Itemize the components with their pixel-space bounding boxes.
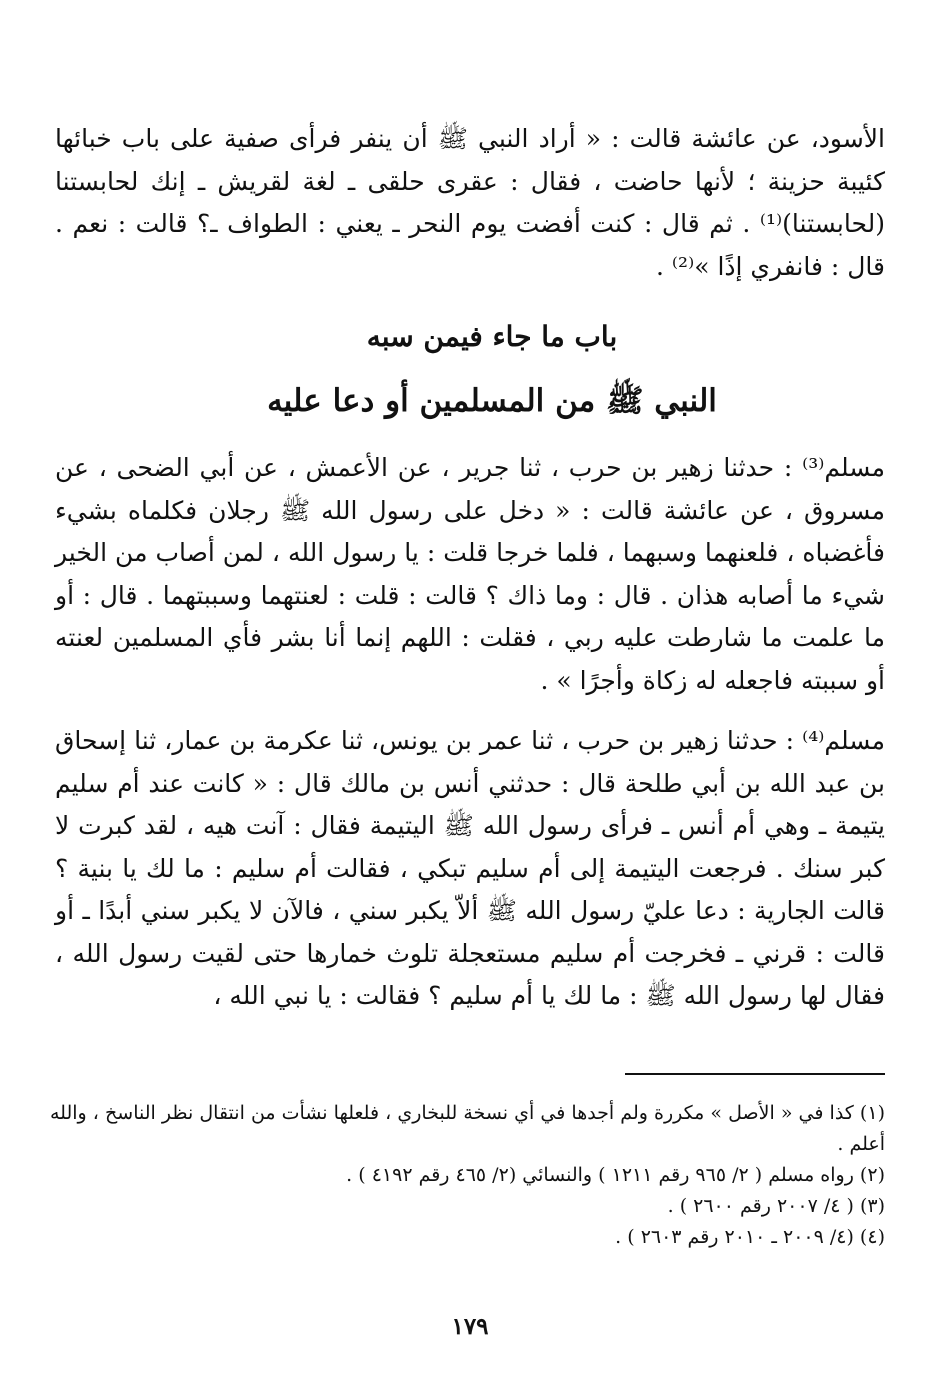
footnote-separator	[625, 1073, 885, 1075]
paragraph-hadith-muslim-two-men: مسلم⁽³⁾ : حدثنا زهير بن حرب ، ثنا جرير ، عن الأعمش ، عن أبي الضحى ، عن مسروق ، عن عائشة قالت : « دخل على رسول الله ﷺ رجلان فكلماه بشيء فأغضباه ، فلعنهما وسبهما ، فلما خرجا قلت : يا رسول الله ، لمن أصاب من الخير شيء ما أصابه هذان . قال : وما ذاك ؟ قالت : قلت : لعنتهما وسببتهما . قال : أو ما علمت ما شارطت عليه ربي ، فقلت : اللهم إنما أنا بشر فأي المسلمين لعنته أو سببته فاجعله له زكاة وأجرًا » .	[55, 453, 885, 695]
page-number: ١٧٩	[451, 1313, 489, 1340]
footnote-3: (٣) ( ٤/ ٢٠٠٧ رقم ٢٦٠٠ ) .	[667, 1195, 885, 1217]
footnote-2: (٢) رواه مسلم ( ٢/ ٩٦٥ رقم ١٢١١ ) والنسائي (٢/ ٤٦٥ رقم ٤١٩٢ ) .	[346, 1164, 885, 1186]
paragraph-hadith-aisha-safiyya: الأسود، عن عائشة قالت : « أراد النبي ﷺ أن ينفر فرأى صفية على باب خبائها كئيبة حزينة ؛ لأنها حاضت ، فقال : عقرى حلقى ـ لغة لقريش ـ إنك لحابستنا (لحابستنا)⁽¹⁾ . ثم قال : كنت أفضت يوم النحر ـ يعني : الطواف ـ؟ قالت : نعم . قال : فانفري إذًا »⁽²⁾ .	[55, 124, 885, 281]
paragraph-hadith-muslim-umm-sulaym: مسلم⁽⁴⁾ : حدثنا زهير بن حرب ، ثنا عمر بن يونس، ثنا عكرمة بن عمار، ثنا إسحاق بن عبد الله بن أبي طلحة قال : حدثني أنس بن مالك قال : « كانت عند أم سليم يتيمة ـ وهي أم أنس ـ فرأى رسول الله ﷺ اليتيمة فقال : آنت هيه ، لقد كبرت لا كبر سنك . فرجعت اليتيمة إلى أم سليم تبكي ، فقالت أم سليم : ما لك يا بنية ؟ قالت الجارية : دعا عليّ رسول الله ﷺ ألاّ يكبر سني ، فالآن لا يكبر سني أبدًا ـ أو قالت : قرني ـ فخرجت أم سليم مستعجلة تلوث خمارها حتى لقيت رسول الله ، فقال لها رسول الله ﷺ : ما لك يا أم سليم ؟ فقالت : يا نبي الله ،	[55, 726, 885, 1010]
chapter-heading-line-1: باب ما جاء فيمن سبه	[366, 320, 618, 353]
footnote-4: (٤) (٤/ ٢٠٠٩ ـ ٢٠١٠ رقم ٢٦٠٣ ) .	[615, 1226, 885, 1248]
chapter-heading-line-2: النبي ﷺ من المسلمين أو دعا عليه	[267, 383, 717, 419]
footnote-1: (١) كذا في « الأصل » مكررة ولم أجدها في أي نسخة للبخاري ، فلعلها نشأت من انتقال نظر الناسخ ، والله أعلم .	[50, 1102, 885, 1155]
footnotes-list	[50, 1098, 885, 1253]
